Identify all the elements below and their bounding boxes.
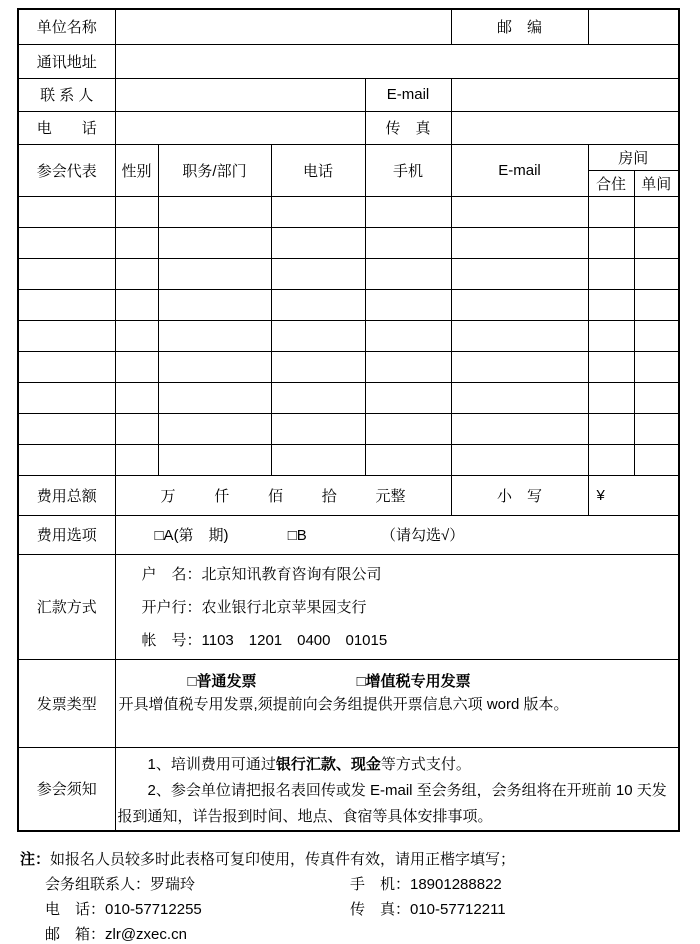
room-single-header: 单间 [634,170,679,196]
attendee-phone-header: 电话 [271,144,365,196]
attendee-cell[interactable] [271,196,365,227]
attendee-cell[interactable] [365,320,451,351]
attendee-cell[interactable] [588,351,634,382]
phone-input[interactable] [115,111,365,144]
attendee-cell[interactable] [451,258,588,289]
attendee-row [18,289,679,320]
attendee-cell[interactable] [451,382,588,413]
attendee-cell[interactable] [588,258,634,289]
attendee-cell[interactable] [634,382,679,413]
notice-cell [115,747,679,831]
footer-contact-lines [20,872,700,944]
attendee-cell[interactable] [115,227,158,258]
remittance-account-name: 户 名：北京知讯教育咨询有限公司 [141,566,382,583]
attendee-cell[interactable] [18,227,115,258]
attendee-cell[interactable] [18,289,115,320]
amount-unit-shi: 拾 [321,487,337,505]
attendee-cell[interactable] [158,196,271,227]
attendee-cell[interactable] [451,227,588,258]
attendee-cell[interactable] [18,382,115,413]
remittance-row [18,554,679,659]
attendee-cell[interactable] [115,444,158,475]
attendee-cell[interactable] [18,196,115,227]
invoice-label: 发票类型 [18,659,115,747]
attendee-cell[interactable] [365,413,451,444]
attendee-cell[interactable] [18,413,115,444]
invoice-cell [115,659,679,747]
footer-phone: 电 话：010-57712255 [45,901,202,918]
remittance-account-no: 帐 号：1103 1201 0400 01015 [141,632,388,649]
attendee-cell[interactable] [271,413,365,444]
notice-row [18,747,679,831]
footer-fax: 传 真：010-57712211 [350,901,506,918]
attendee-cell[interactable] [115,382,158,413]
footer-mobile: 手 机：18901288822 [350,876,502,893]
attendee-cell[interactable] [634,289,679,320]
attendee-cell[interactable] [271,227,365,258]
attendee-cell[interactable] [18,351,115,382]
footer-email: 邮 箱：zlr@zxec.cn [45,926,187,943]
attendee-cell[interactable] [451,351,588,382]
unit-name-input[interactable] [115,9,451,44]
amount-unit-bai: 佰 [267,487,283,505]
attendee-email-header: E-mail [451,144,588,196]
footer-note-label: 注： [20,851,51,868]
attendee-mobile-header: 手机 [365,144,451,196]
attendee-row [18,382,679,413]
attendee-cell[interactable] [588,382,634,413]
attendee-cell[interactable] [271,382,365,413]
checkbox-invoice-normal[interactable]: □普通发票 [187,672,257,690]
attendee-cell[interactable] [634,413,679,444]
email-input[interactable] [451,78,679,111]
room-header: 房间 [588,144,679,170]
attendee-cell[interactable] [365,382,451,413]
unit-name-label: 单位名称 [18,9,115,44]
footer-note-text: 如报名人员较多时此表格可复印使用，传真件有效，请用正楷字填写； [50,851,516,868]
contact-person-input[interactable] [115,78,365,111]
attendee-row [18,320,679,351]
fee-total-row [18,475,679,515]
attendee-cell[interactable] [634,444,679,475]
remittance-bank: 开户行：农业银行北京苹果园支行 [141,599,367,616]
row-phone [18,111,679,144]
amount-unit-qian: 仟 [214,487,230,505]
postal-code-input[interactable] [588,9,679,44]
attendee-cell[interactable] [271,320,365,351]
fee-option-label: 费用选项 [18,515,115,554]
fax-label: 传 真 [365,111,451,144]
attendee-cell[interactable] [588,320,634,351]
attendee-cell[interactable] [451,320,588,351]
checkbox-option-b[interactable]: □B [287,527,307,544]
footer-contact-name: 会务组联系人：罗瑞玲 [45,876,196,893]
attendee-gender-header: 性别 [115,144,158,196]
attendee-cell[interactable] [365,258,451,289]
attendee-row [18,444,679,475]
attendee-cell[interactable] [158,227,271,258]
attendee-cell[interactable] [271,258,365,289]
attendee-cell[interactable] [451,444,588,475]
footer-note-line [20,847,700,872]
footer-contact-line-3 [45,922,700,944]
footer-notes [20,847,700,944]
attendee-cell[interactable] [158,382,271,413]
attendee-cell[interactable] [634,351,679,382]
attendee-cell[interactable] [365,227,451,258]
row-unit-name [18,9,679,44]
attendee-cell[interactable] [18,444,115,475]
fax-input[interactable] [451,111,679,144]
notice-item-1-bold: 银行汇款、现金 [275,755,381,773]
attendee-rep-header: 参会代表 [18,144,115,196]
attendee-cell[interactable] [115,413,158,444]
fee-option-row [18,515,679,554]
attendee-cell[interactable] [158,444,271,475]
attendee-cell[interactable] [451,289,588,320]
attendee-cell[interactable] [158,351,271,382]
address-label: 通讯地址 [18,44,115,78]
attendee-cell[interactable] [18,320,115,351]
room-shared-header: 合住 [588,170,634,196]
invoice-note: 开具增值税专用发票,须提前向会务组提供开票信息六项 word 版本。 [118,695,569,713]
attendee-row [18,227,679,258]
remittance-label: 汇款方式 [18,554,115,659]
attendee-cell[interactable] [158,320,271,351]
attendee-cell[interactable] [18,258,115,289]
attendee-cell[interactable] [158,289,271,320]
attendee-position-header: 职务/部门 [158,144,271,196]
attendee-cell[interactable] [115,351,158,382]
attendee-cell[interactable] [271,289,365,320]
attendee-cell[interactable] [115,258,158,289]
attendee-cell[interactable] [115,289,158,320]
attendee-cell[interactable] [365,289,451,320]
row-contact [18,78,679,111]
registration-table [17,8,680,832]
attendee-row [18,351,679,382]
currency-symbol: ¥ [596,486,605,504]
attendee-row [18,196,679,227]
footer-contact-line-2 [45,897,700,922]
attendee-cell[interactable] [588,413,634,444]
notice-label: 参会须知 [18,747,115,831]
attendee-cell[interactable] [271,444,365,475]
attendee-cell[interactable] [588,227,634,258]
attendee-cell[interactable] [588,196,634,227]
attendee-cell[interactable] [588,444,634,475]
email-label: E-mail [365,78,451,111]
phone-label: 电 话 [18,111,115,144]
attendee-cell[interactable] [588,289,634,320]
fee-small-label: 小 写 [451,475,588,515]
notice-item-2: 2、参会单位请把报名表回传或发 E-mail 至会务组，会务组将在开班前 10 天发报到通知，详告报到时间、地点、食宿等具体安排事项。 [117,781,667,825]
registration-form-sheet [0,8,700,944]
attendee-cell[interactable] [634,320,679,351]
footer-contact-line-1 [45,872,700,897]
amount-unit-wan: 万 [160,487,176,505]
attendee-cell[interactable] [271,351,365,382]
checkbox-option-a[interactable]: □A(第 期) [154,527,229,544]
attendee-cell[interactable] [115,196,158,227]
attendee-cell[interactable] [158,413,271,444]
attendee-row [18,258,679,289]
attendee-cell[interactable] [634,227,679,258]
attendee-row [18,413,679,444]
attendee-cell[interactable] [634,258,679,289]
attendee-header-row [18,144,679,170]
amount-unit-yuan: 元整 [375,487,406,505]
attendee-cell[interactable] [451,413,588,444]
notice-item-1: 1、培训费用可通过银行汇款、现金等方式支付。 [147,755,471,773]
remittance-cell [115,554,679,659]
fee-option-hint: （请勾选√） [380,527,465,544]
attendee-cell[interactable] [365,444,451,475]
attendee-cell[interactable] [365,351,451,382]
postal-code-label: 邮 编 [451,9,588,44]
fee-amount-cell[interactable] [115,475,451,515]
address-input[interactable] [115,44,679,78]
attendee-cell[interactable] [365,196,451,227]
contact-person-label: 联 系 人 [18,78,115,111]
fee-small-input[interactable] [588,475,679,515]
row-address [18,44,679,78]
fee-total-label: 费用总额 [18,475,115,515]
attendee-cell[interactable] [115,320,158,351]
invoice-row [18,659,679,747]
attendee-cell[interactable] [158,258,271,289]
attendee-cell[interactable] [634,196,679,227]
fee-option-cell [115,515,679,554]
checkbox-invoice-vat[interactable]: □增值税专用发票 [356,672,471,690]
attendee-cell[interactable] [451,196,588,227]
